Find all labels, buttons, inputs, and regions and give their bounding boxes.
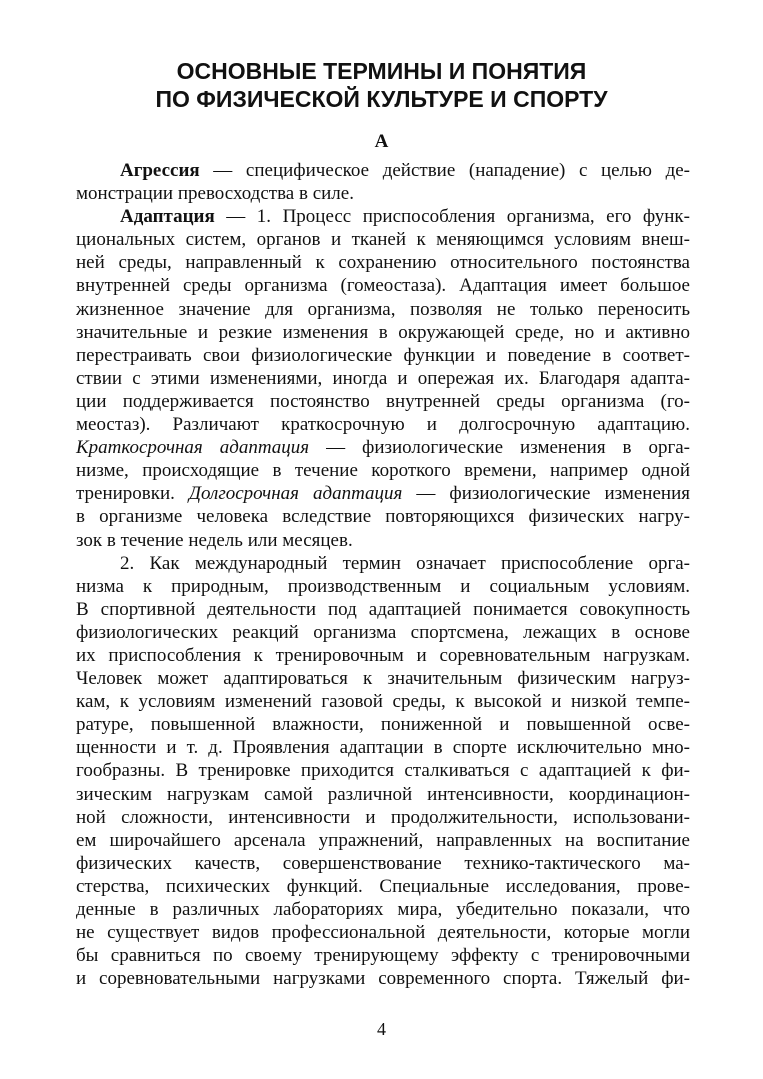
entry-adaptation-p2-line: физиологических реакций организма спортсмена, лежащих в основе bbox=[76, 621, 690, 643]
term-long-term-adaptation: Долгосрочная адаптация bbox=[188, 483, 403, 505]
entry-aggression-line: монстрации превосходства в силе. bbox=[76, 183, 354, 205]
entry-adaptation-p2-line: Человек может адаптироваться к значительным физическим нагруз- bbox=[76, 668, 690, 690]
entry-adaptation-p2-line: денные в различных лабораториях мира, убедительно показали, что bbox=[76, 899, 690, 920]
entry-adaptation-line bbox=[76, 482, 690, 505]
entry-adaptation-line: жизненное значение для организма, позволяя не только переносить bbox=[76, 298, 690, 320]
entry-adaptation-p2-line: и соревновательными нагрузками современного спорта. Тяжелый фи- bbox=[76, 968, 690, 990]
entry-adaptation-p2-line: ратуре, повышенной влажности, пониженной и повышенной осве- bbox=[76, 714, 690, 736]
entry-adaptation-p2-line: ем широчайшего арсенала упражнений, направленных на воспитание bbox=[76, 829, 690, 851]
entry-adaptation-line: зок в течение недель или месяцев. bbox=[76, 529, 353, 551]
entry-aggression-line bbox=[76, 159, 690, 182]
definition-text: — специфическое действие (нападение) с целью де- bbox=[199, 160, 690, 181]
page-title-line-2: ПО ФИЗИЧЕСКОЙ КУЛЬТУРЕ И СПОРТУ bbox=[155, 86, 608, 112]
entry-adaptation-line: в организме человека вследствие повторяющихся физических нагру- bbox=[76, 506, 690, 528]
page-number: 4 bbox=[377, 1019, 386, 1039]
entry-adaptation-p2-line: гообразны. В тренировке приходится сталкиваться с адаптацией к фи- bbox=[76, 760, 690, 782]
entry-adaptation-line: низме, происходящие в течение короткого времени, например одной bbox=[76, 460, 690, 482]
section-letter: А bbox=[374, 131, 389, 152]
entry-adaptation-line: ции поддерживается постоянство внутренней среды организма (го- bbox=[76, 390, 690, 412]
entry-adaptation-line: перестраивать свои физиологические функции и поведение в соответ- bbox=[76, 344, 690, 366]
entry-adaptation-line bbox=[76, 205, 690, 228]
entry-adaptation-p2-line: В спортивной деятельности под адаптацией понимается совокупность bbox=[76, 598, 690, 620]
entry-adaptation-line: внутренней среды организма (гомеостаза). Адаптация имеет большое bbox=[76, 275, 690, 297]
entry-adaptation-line: меостаз). Различают краткосрочную и долгосрочную адаптацию. bbox=[76, 414, 690, 436]
entry-adaptation-p2-line: их приспособления к тренировочным и соревновательным нагрузкам. bbox=[76, 644, 690, 666]
entry-adaptation-line: значительные и резкие изменения в окружающей среде, но и активно bbox=[76, 321, 690, 343]
entry-adaptation-p2-line: низма к природным, производственным и социальным условиям. bbox=[76, 575, 690, 597]
entry-adaptation-p2-line: зическим нагрузкам самой различной интенсивности, координацион- bbox=[76, 783, 690, 805]
glossary-body bbox=[76, 159, 690, 990]
definition-text: — 1. Процесс приспособления организма, его функ- bbox=[214, 206, 690, 228]
entry-adaptation-p2-line: физических качеств, совершенствование технико-тактического ма- bbox=[76, 852, 690, 874]
page-title-line-1: ОСНОВНЫЕ ТЕРМИНЫ И ПОНЯТИЯ bbox=[176, 58, 587, 84]
entry-adaptation-p2-line: бы сравниться по своему тренирующему эффекту с тренировочными bbox=[76, 945, 690, 967]
entry-adaptation-p2-line: стерства, психических функций. Специальные исследования, прове- bbox=[76, 875, 690, 897]
entry-adaptation-p2-line: щенности и т. д. Проявления адаптации в спорте исключительно мно- bbox=[76, 737, 690, 759]
term-short-term-adaptation: Краткосрочная адаптация bbox=[76, 437, 310, 459]
entry-adaptation-p2-line: ной сложности, интенсивности и продолжительности, использовани- bbox=[76, 806, 690, 828]
entry-adaptation-line: ней среды, направленный к сохранению относительного постоянства bbox=[76, 252, 690, 274]
entry-adaptation-line bbox=[76, 436, 690, 459]
term-adaptation: Адаптация bbox=[120, 206, 215, 228]
entry-adaptation-line: ствии с этими изменениями, иногда и опережая их. Благодаря адапта- bbox=[76, 367, 690, 389]
term-aggression: Агрессия bbox=[120, 160, 200, 181]
entry-adaptation-line: циональных систем, органов и тканей к меняющимся условиям внеш- bbox=[76, 229, 690, 251]
entry-adaptation-p2-line: не существует видов профессиональной деятельности, которые могли bbox=[76, 922, 690, 944]
definition-text: — физиологические изменения bbox=[402, 483, 690, 505]
definition-text: — физиологические изменения в орга- bbox=[309, 437, 690, 459]
definition-text: тренировки. bbox=[76, 483, 189, 505]
entry-adaptation-p2-line: 2. Как международный термин означает приспособление орга- bbox=[120, 552, 690, 574]
entry-adaptation-p2-line: кам, к условиям изменений газовой среды, к высокой и низкой темпе- bbox=[76, 691, 690, 713]
